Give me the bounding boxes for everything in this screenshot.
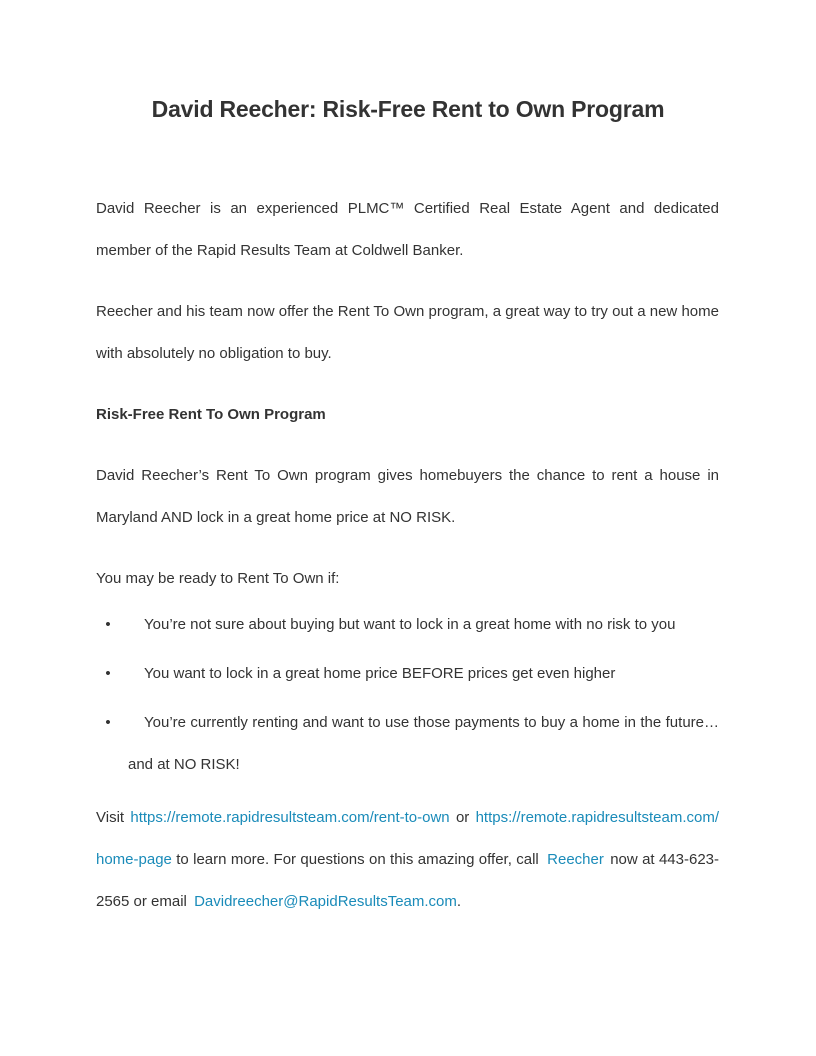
closing-paragraph bbox=[96, 797, 719, 923]
page-title: David Reecher: Risk-Free Rent to Own Program bbox=[151, 96, 665, 122]
home-page-link[interactable]: https://remote.rapidresultsteam.com/home-page bbox=[96, 809, 719, 868]
closing-phone-text: now at 443-623-2565 or email bbox=[96, 851, 720, 910]
ready-intro: You may be ready to Rent To Own if: bbox=[96, 570, 340, 587]
closing-learn-text: to learn more. For questions on this amazing offer, call bbox=[171, 851, 544, 868]
bullet-icon: • bbox=[105, 616, 111, 633]
list-item bbox=[96, 653, 719, 695]
list-item-text: You’re currently renting and want to use those payments to buy a home in the future… and at NO RISK! bbox=[128, 714, 719, 773]
rent-to-own-link[interactable]: https://remote.rapidresultsteam.com/rent-to-own bbox=[130, 809, 450, 826]
bullet-icon: • bbox=[105, 665, 111, 682]
bullet-icon: • bbox=[105, 714, 111, 731]
document-body bbox=[96, 188, 719, 923]
closing-visit-text: Visit bbox=[96, 809, 131, 826]
offer-paragraph: Reecher and his team now offer the Rent To Own program, a great way to try out a new home with absolutely no obligation to buy. bbox=[96, 303, 719, 362]
closing-or-text: or bbox=[449, 809, 476, 826]
list-item-text: You want to lock in a great home price BEFORE prices get even higher bbox=[144, 665, 616, 682]
program-paragraph: David Reecher’s Rent To Own program gives homebuyers the chance to rent a house in Maryland AND lock in a great home price at NO RISK. bbox=[96, 467, 719, 526]
bullet-list bbox=[96, 604, 719, 786]
reecher-link[interactable]: Reecher bbox=[547, 851, 604, 868]
list-item bbox=[96, 604, 719, 646]
list-item bbox=[96, 702, 719, 786]
intro-paragraph: David Reecher is an experienced PLMC™ Certified Real Estate Agent and dedicated member of the Rapid Results Team at Coldwell Banker. bbox=[96, 200, 719, 259]
list-item-text: You’re not sure about buying but want to lock in a great home with no risk to you bbox=[144, 616, 676, 633]
section-heading: Risk-Free Rent To Own Program bbox=[96, 406, 326, 423]
closing-end-text: . bbox=[456, 893, 462, 910]
email-link[interactable]: Davidreecher@RapidResultsTeam.com bbox=[194, 893, 457, 910]
